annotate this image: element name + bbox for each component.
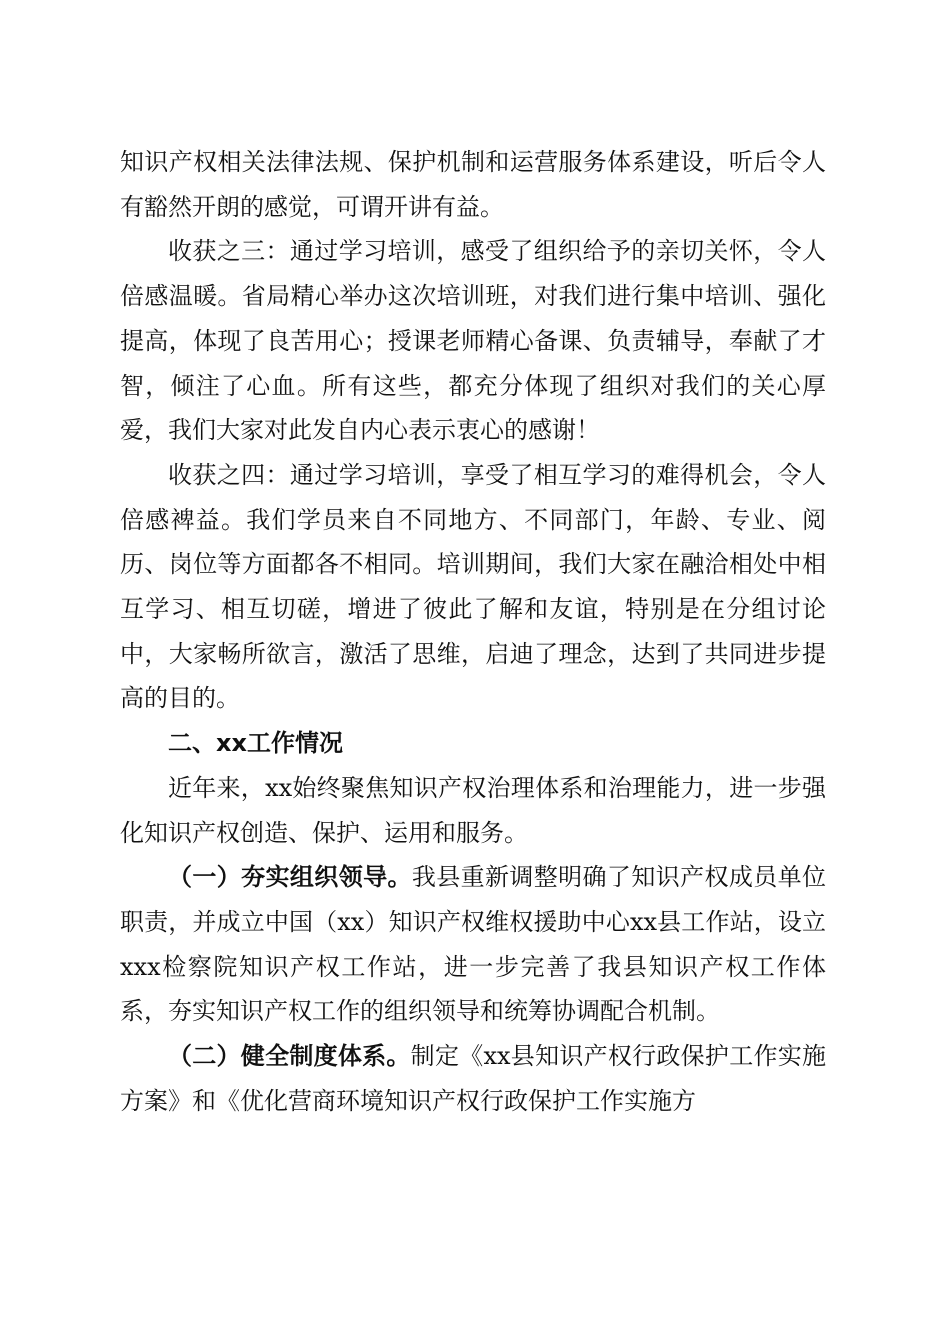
paragraph-recent-years: 近年来，xx始终聚焦知识产权治理体系和治理能力，进一步强化知识产权创造、保护、运用和服务。 xyxy=(120,773,826,847)
paragraph-organization-leadership-body: 我县重新调整明确了知识产权成员单位职责，并成立中国（xx）知识产权维权援助中心xx县工作站，设立xxx检察院知识产权工作站，进一步完善了我县知识产权工作体系，夯实知识产权工作的组织领导和统筹协调配合机制。 xyxy=(120,863,827,1026)
subheading-system-improvement: （二）健全制度体系。 xyxy=(168,1042,411,1071)
paragraph-organization-leadership xyxy=(120,855,826,1034)
section-heading-work-status: 二、xx工作情况 xyxy=(168,729,343,758)
document-page xyxy=(120,140,826,1123)
paragraph-system-improvement xyxy=(120,1034,826,1123)
paragraph-ip-laws: 知识产权相关法律法规、保护机制和运营服务体系建设，听后令人有豁然开朗的感觉，可谓开讲有益。 xyxy=(120,148,826,221)
subheading-organization-leadership: （一）夯实组织领导。 xyxy=(168,863,412,892)
paragraph-system-improvement-body: 制定《xx县知识产权行政保护工作实施方案》和《优化营商环境知识产权行政保护工作实施方 xyxy=(120,1042,827,1115)
paragraph-harvest-three: 收获之三：通过学习培训，感受了组织给予的亲切关怀，令人倍感温暖。省局精心举办这次培训班，对我们进行集中培训、强化提高，体现了良苦用心；授课老师精心备课、负责辅导，奉献了才智，倾注了心血。所有这些，都充分体现了组织对我们的关心厚爱，我们大家对此发自内心表示衷心的感谢！ xyxy=(120,237,826,445)
paragraph-harvest-four: 收获之四：通过学习培训，享受了相互学习的难得机会，令人倍感裨益。我们学员来自不同地方、不同部门，年龄、专业、阅历、岗位等方面都各不相同。培训期间，我们大家在融洽相处中相互学习、相互切磋，增进了彼此了解和友谊，特别是在分组讨论中，大家畅所欲言，激活了思维，启迪了理念，达到了共同进步提高的目的。 xyxy=(120,460,826,713)
